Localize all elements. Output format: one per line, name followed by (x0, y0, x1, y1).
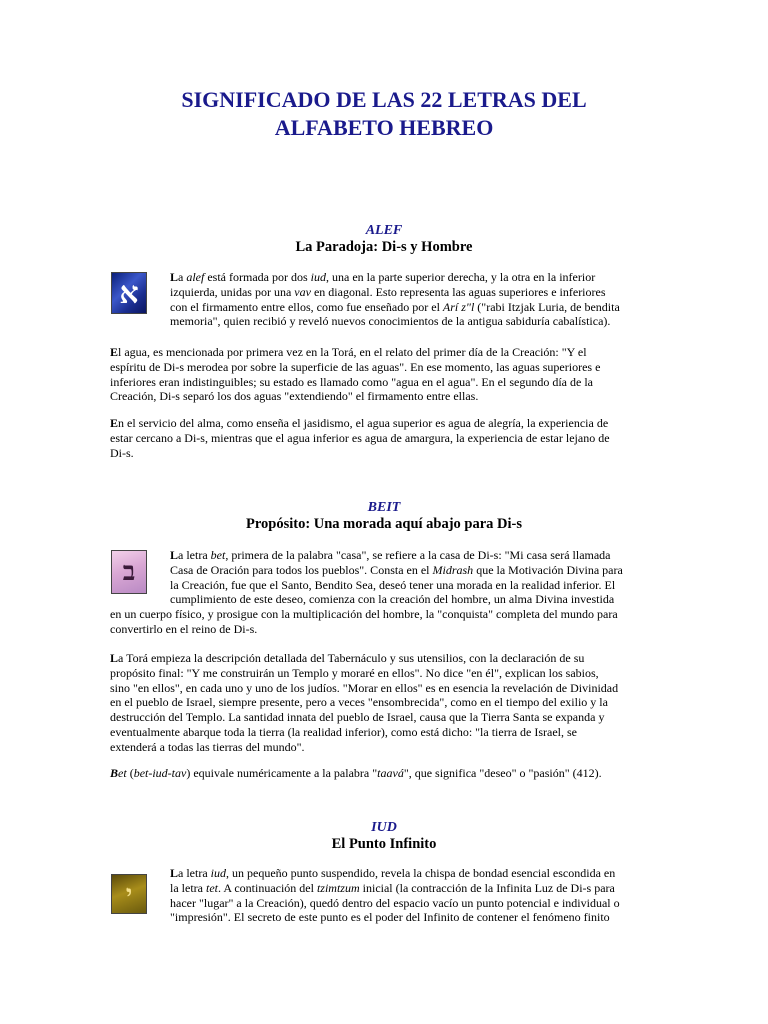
iud-paragraph-1 (110, 866, 670, 925)
text-run: espíritu de Di-s merodea por sobre la superficie de las aguas". En ese momento, las aguas superiores e (110, 359, 601, 374)
text-line (110, 389, 660, 404)
text-line (110, 360, 660, 375)
page-title-line-2: ALFABETO HEBREO (274, 115, 494, 140)
text-run: ( (126, 766, 134, 780)
text-line (110, 375, 660, 390)
text-line (110, 681, 670, 696)
section-iud-name: IUD (371, 820, 397, 835)
text-line (110, 622, 670, 637)
text-line (110, 896, 670, 911)
beit-paragraph-2 (110, 651, 670, 755)
text-line (110, 710, 670, 725)
italic-run: Midrash (432, 562, 474, 577)
drop-cap: E (110, 345, 119, 359)
text-run: izquierda, unidas por una (170, 284, 295, 299)
italic-run: bet (210, 548, 226, 562)
text-run: convertirlo en el reino de Di-s. (110, 621, 258, 636)
text-line (110, 866, 670, 881)
text-line (110, 607, 670, 622)
text-run: en un cuerpo físico, y prosigue con la multiplicación del hombre, la "conquista" completa del mundo para (110, 607, 618, 622)
section-beit-subtitle: Propósito: Una morada aquí abajo para Di-s (245, 516, 523, 532)
text-run: con el firmamento entre ellos, como fue enseñado por el (170, 299, 443, 314)
text-line (110, 651, 670, 666)
drop-cap: L (170, 866, 179, 880)
text-run: , primera de la palabra "casa", se refiere a la casa de Di-s: "Mi casa será llamada (225, 548, 611, 562)
text-line (110, 666, 670, 681)
text-line (110, 725, 670, 740)
text-line (170, 285, 660, 300)
text-run: a letra (178, 548, 211, 562)
page-title (0, 86, 768, 142)
text-run: hacer "lugar" a la Creación), quedó dentro del espacio vacío un punto potencial e individual o (170, 895, 620, 910)
italic-run: vav (294, 284, 311, 299)
text-run: , una en la parte superior derecha, y la otra en la inferior (326, 270, 596, 284)
text-run: en el pueblo de Israel, siempre presente, pero a veces "ensombrecida", como en el tiempo del exilio y la (110, 695, 608, 710)
italic-run: iud (210, 866, 227, 880)
text-run: n el servicio del alma, como enseña el jasidismo, el agua superior es agua de alegría, la experiencia de (118, 416, 609, 430)
text-line (170, 314, 660, 329)
text-line (110, 881, 670, 896)
text-line (110, 563, 670, 578)
text-run: la letra (170, 880, 206, 895)
text-run: Di-s. (110, 445, 134, 460)
text-line (110, 695, 670, 710)
text-run: destrucción del Templo. La santidad innata del pueblo de Israel, causa que la Tierra Santa se expanda y (110, 710, 605, 725)
text-line (110, 766, 670, 781)
text-line (110, 416, 660, 431)
italic-run: alef (186, 270, 205, 284)
text-run: está formada por dos (204, 270, 311, 284)
beit-paragraph-3 (110, 766, 670, 781)
drop-cap: L (110, 651, 119, 665)
text-line (110, 548, 670, 563)
text-run: Creación, Di-s separó los dos aguas "extendiendo" el firmamento entre ellas. (110, 389, 479, 404)
text-run: en diagonal. Esto representa las aguas superiores e inferiores (310, 284, 606, 299)
text-run: . A continuación del (217, 880, 317, 895)
text-run: estar cercano a Di-s, mientras que el agua inferior es agua de amargura, la experiencia de estar lejano de (110, 430, 610, 445)
text-run: memoria", quien recibió y reveló nuevos conocimientos de la antigua sabiduría cabalística). (170, 314, 611, 329)
text-run: sino "en ellos", en cada uno y uno de los judíos. "Morar en ellos" es en esencia la revelación de Divinidad (110, 680, 619, 695)
text-run: la Creación, fue que el Santo, Bendito Sea, deseó tener una morada en la realidad inferior. El (170, 577, 616, 592)
text-line (170, 300, 660, 315)
section-alef-subtitle: La Paradoja: Di-s y Hombre (295, 239, 473, 255)
text-run: extenderá a todas las tierras del mundo". (110, 739, 305, 754)
text-run: a (178, 270, 187, 284)
text-run: a letra (178, 866, 211, 880)
beit-letter-image: ב (111, 550, 147, 594)
page-title-line-1: SIGNIFICADO DE LAS 22 LETRAS DEL (181, 87, 587, 112)
text-line (110, 910, 670, 925)
text-line (110, 740, 670, 755)
text-run: que la Motivación Divina para (473, 562, 623, 577)
alef-paragraph-2 (110, 345, 660, 404)
text-line (170, 270, 660, 285)
alef-paragraph-3 (110, 416, 660, 460)
alef-letter-image: א (111, 272, 147, 314)
text-line (110, 431, 660, 446)
text-run: cumplimiento de este deseo, comienza con la creación del hombre, un alma Divina investida (170, 592, 615, 607)
text-line (110, 592, 670, 607)
text-run: ", que significa "deseo" o "pasión" (412). (403, 766, 602, 780)
text-line (110, 345, 660, 360)
drop-cap: L (170, 270, 179, 284)
text-run: Casa de Oración para todos los pueblos". Consta en el (170, 562, 433, 577)
iud-letter-image: י (111, 874, 147, 914)
text-run: l agua, es mencionada por primera vez en la Torá, en el relato del primer día de la Creación: "Y el (118, 345, 587, 359)
italic-run: tzimtzum (316, 880, 360, 895)
text-run: eventualmente abarque toda la tierra (la realidad inferior), como está dicho: "la tierra de Israel, se (110, 724, 578, 739)
text-run: a Torá empieza la descripción detallada del Tabernáculo y sus utensilios, con la declaración de su (118, 651, 585, 665)
italic-run: iud (310, 270, 326, 284)
italic-run: Arí z"l (442, 299, 475, 314)
text-run: inicial (la contracción de la Infinita Luz de Di-s para (359, 880, 615, 895)
text-run: , un pequeño punto suspendido, revela la chispa de bondad esencial escondida en (226, 866, 616, 880)
text-run: ) equivale numéricamente a la palabra " (186, 766, 378, 780)
section-alef-name: ALEF (365, 223, 403, 238)
beit-paragraph-1 (110, 548, 670, 637)
section-iud-subtitle: El Punto Infinito (331, 836, 437, 852)
text-line (110, 578, 670, 593)
text-line (110, 446, 660, 461)
drop-cap: B (110, 766, 119, 780)
text-run: propósito final: "Y me construirán un Templo y moraré en ellos". No dice "en él", explican los sabios, (110, 665, 599, 680)
italic-run: taavá (377, 766, 404, 780)
alef-paragraph-1 (170, 270, 660, 329)
italic-run: bet-iud-tav (133, 766, 187, 780)
text-run: inferiores eran indistinguibles; su estado es llamado como "agua en el agua". En el segundo día de la (110, 374, 593, 389)
italic-run: et (118, 766, 127, 780)
drop-cap: L (170, 548, 179, 562)
italic-run: tet (205, 880, 218, 895)
text-run: "impresión". El secreto de este punto es el poder del Infinito de contener el fenómeno finito (170, 910, 610, 925)
section-beit-name: BEIT (367, 500, 401, 515)
drop-cap: E (110, 416, 119, 430)
text-run: ("rabi Itzjak Luria, de bendita (474, 299, 620, 314)
